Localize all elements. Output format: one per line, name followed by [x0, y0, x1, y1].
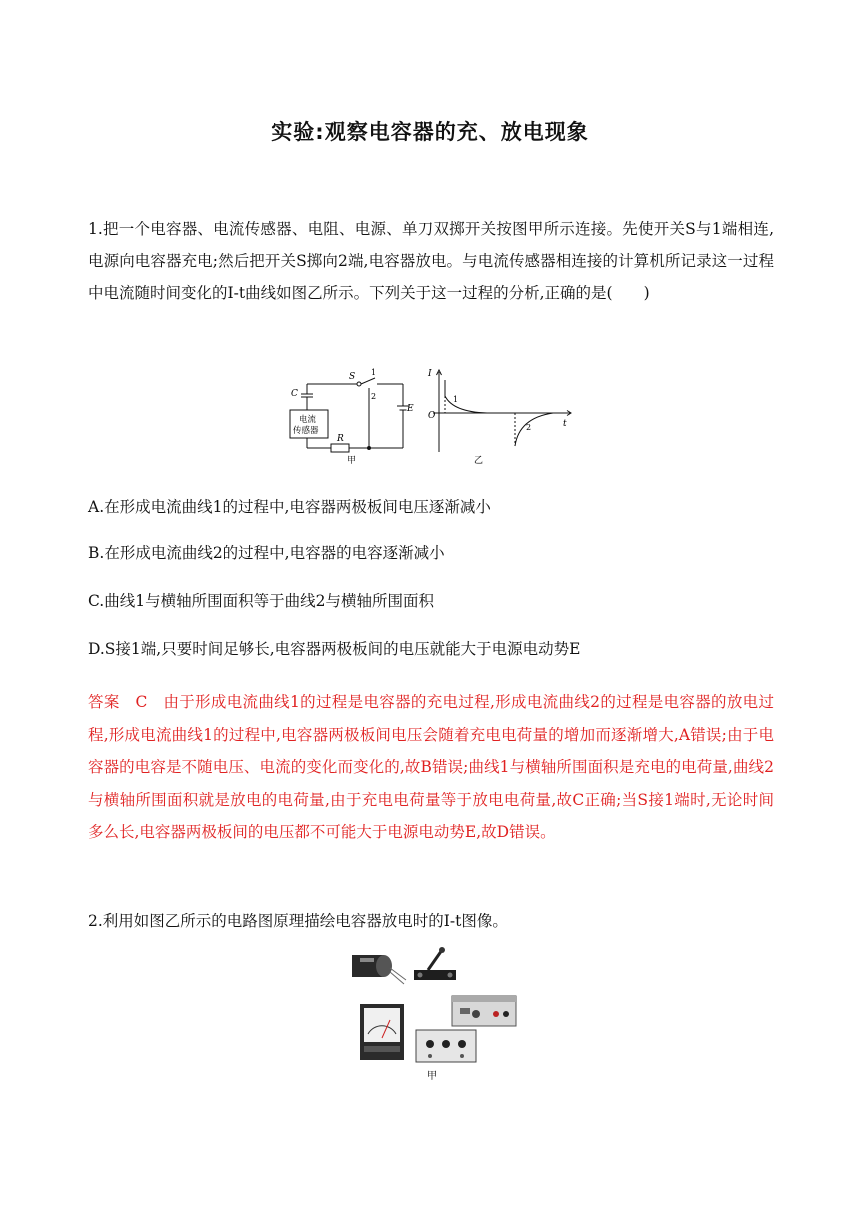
circuit-caption: 甲 — [347, 456, 357, 466]
battery-label: E — [407, 404, 414, 414]
graph-caption: 乙 — [474, 456, 484, 466]
answer-explanation: 答案 C 由于形成电流曲线1的过程是电容器的充电过程,形成电流曲线2的过程是电容器的放电过程,形成电流曲线1的过程中,电容器两极板间电压会随着充电电荷量的增加而逐渐增大,A错误;由于电容器的电容是不随电压、电流的变化而变化的,故B错误;曲线1与横轴所围面积是充电的电荷量,曲线2与横轴所围面积就是放电的电荷量,由于充电电荷量等于放电电荷量,故C正确;当S接1端时,无论时间多么长,电容器两极板间的电压都不可能大于电源电动势E,故D错误。 — [88, 693, 774, 841]
figure-2-caption: 甲 — [427, 1071, 437, 1082]
power-supply-image — [452, 996, 516, 1026]
question-2-figure — [346, 946, 521, 1086]
capacitor-image — [352, 955, 406, 984]
curve-1-label: 1 — [453, 395, 459, 404]
switch-image — [414, 947, 456, 980]
curve-2-label: 2 — [526, 423, 532, 432]
option-a: A.在形成电流曲线1的过程中,电容器两极板间电压逐渐减小 — [88, 498, 491, 516]
option-d: D.S接1端,只要时间足够长,电容器两极板间的电压就能大于电源电动势E — [88, 640, 581, 658]
question-1-stem: 1.把一个电容器、电流传感器、电阻、电源、单刀双掷开关按图甲所示连接。先使开关S与1端相连,电源向电容器充电;然后把开关S掷向2端,电容器放电。与电流传感器相连接的计算机所记录这一过程中电流随时间变化的I-t曲线如图乙所示。下列关于这一过程的分析,正确的是( ) — [88, 220, 774, 302]
page-title: 实验:观察电容器的充、放电现象 — [271, 120, 589, 144]
switch-label: S — [349, 372, 356, 382]
graph-I-axis-label: I — [428, 369, 432, 379]
contact-2-label: 2 — [371, 392, 377, 401]
meter-image — [360, 1004, 404, 1060]
resistor-label: R — [337, 434, 344, 444]
contact-1-label: 1 — [371, 368, 377, 377]
question-1-figure — [287, 366, 577, 466]
question-2-stem: 2.利用如图乙所示的电路图原理描绘电容器放电时的I-t图像。 — [88, 912, 508, 930]
resistance-box-image — [416, 1030, 476, 1062]
graph-t-axis-label: t — [563, 419, 567, 429]
it-graph — [433, 370, 571, 452]
graph-origin-label: O — [428, 411, 436, 421]
sensor-label-line2: 传感器 — [293, 426, 319, 436]
capacitor-label: C — [291, 389, 298, 399]
option-c: C.曲线1与横轴所围面积等于曲线2与横轴所围面积 — [88, 592, 434, 610]
sensor-label-line1: 电流 — [299, 415, 317, 425]
option-b: B.在形成电流曲线2的过程中,电容器的电容逐渐减小 — [88, 544, 445, 562]
